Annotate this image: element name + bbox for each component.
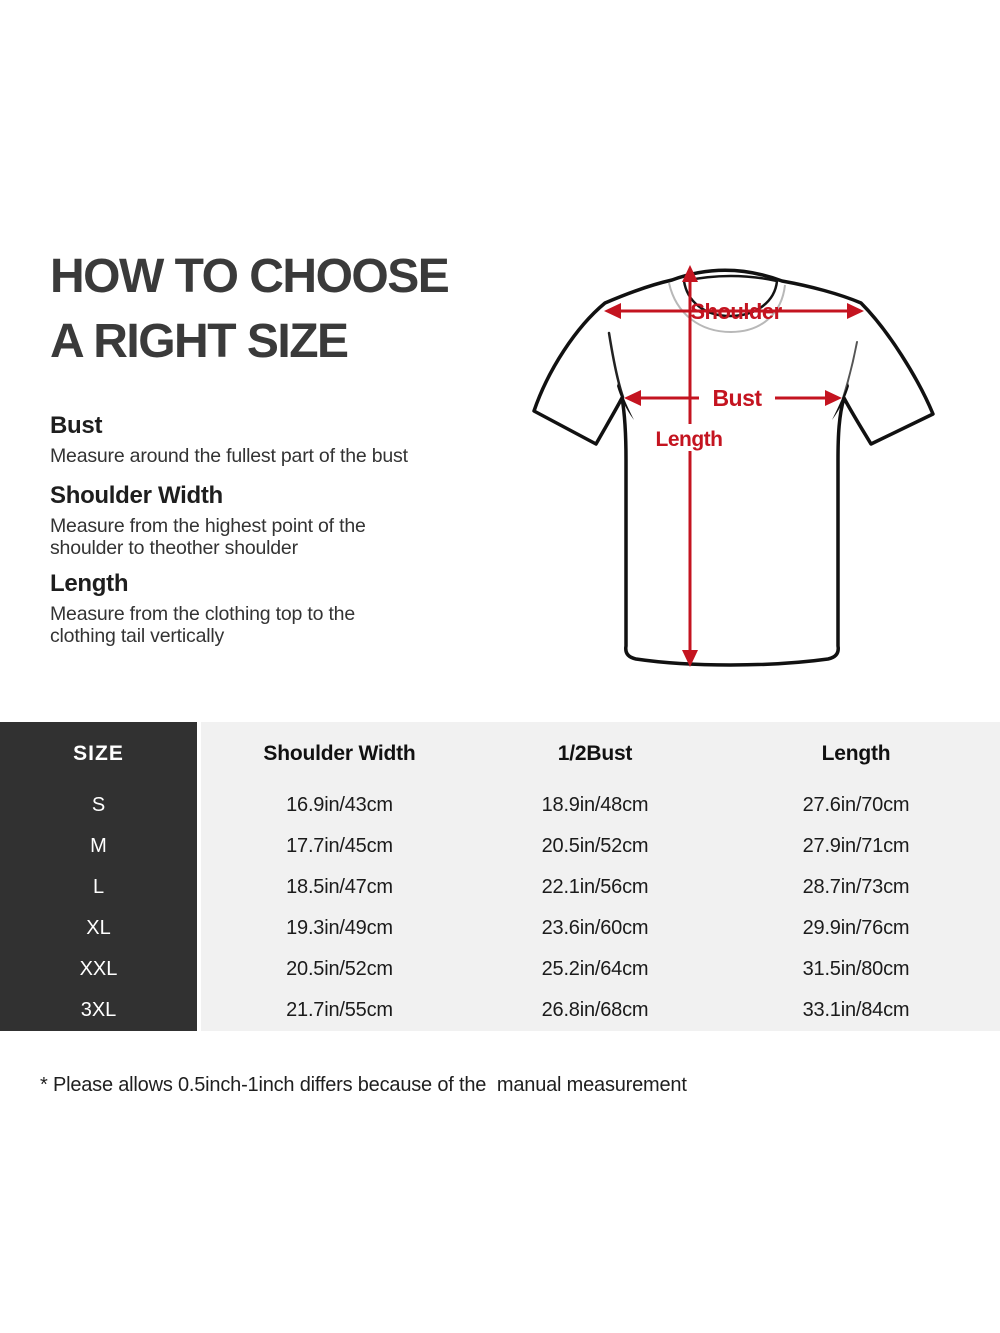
instruction-length-text-line1: Measure from the clothing top to the [50, 603, 355, 625]
length-value: 28.7in/73cm [802, 876, 910, 898]
bust-value: 26.8in/68cm [541, 999, 649, 1021]
shoulder-value: 18.5in/47cm [286, 876, 393, 898]
size-label: M [0, 826, 197, 867]
bust-value: 18.9in/48cm [541, 794, 649, 816]
tshirt-diagram-svg [520, 250, 960, 680]
page-title-line1: HOW TO CHOOSE [50, 250, 449, 303]
instruction-shoulder-text-line2: shoulder to theother shoulder [50, 537, 298, 559]
shoulder-label: Shoulder [690, 299, 782, 324]
length-value: 29.9in/76cm [802, 917, 910, 939]
length-value: 27.6in/70cm [802, 794, 910, 816]
shoulder-value: 20.5in/52cm [286, 958, 393, 980]
bust-label: Bust [712, 385, 762, 411]
table-row-s [0, 785, 1000, 826]
instruction-bust-heading: Bust [50, 412, 103, 439]
size-table [0, 722, 1000, 1031]
header-shoulder-width: Shoulder Width [263, 741, 416, 765]
instruction-bust-text: Measure around the fullest part of the bust [50, 445, 408, 467]
size-table-header-row [0, 722, 1000, 785]
instruction-bust [50, 412, 408, 467]
instruction-length [50, 570, 355, 647]
bust-value: 22.1in/56cm [541, 876, 649, 898]
size-label: 3XL [0, 990, 197, 1031]
size-label: XL [0, 908, 197, 949]
header-length: Length [821, 741, 891, 765]
shoulder-value: 19.3in/49cm [286, 917, 393, 939]
header-size: SIZE [0, 722, 197, 785]
instruction-shoulder-text-line1: Measure from the highest point of the [50, 515, 366, 537]
length-value: 33.1in/84cm [802, 999, 910, 1021]
header-half-bust: 1/2Bust [557, 741, 633, 765]
bust-value: 25.2in/64cm [541, 958, 649, 980]
table-row-3xl [0, 990, 1000, 1031]
bust-value: 20.5in/52cm [541, 835, 649, 857]
tshirt-measurement-diagram [520, 250, 960, 680]
page-title [50, 244, 448, 374]
shoulder-value: 16.9in/43cm [286, 794, 393, 816]
length-value: 27.9in/71cm [802, 835, 910, 857]
length-value: 31.5in/80cm [802, 958, 910, 980]
size-label: S [0, 785, 197, 826]
table-row-xl [0, 908, 1000, 949]
tshirt-outline [534, 270, 933, 665]
length-label: Length [655, 428, 723, 451]
measurement-disclaimer: * Please allows 0.5inch-1inch differs because of the manual measurement [40, 1074, 687, 1096]
table-row-l [0, 867, 1000, 908]
instruction-shoulder-heading: Shoulder Width [50, 482, 223, 509]
page-title-line2: A RIGHT SIZE [50, 315, 348, 368]
instruction-length-heading: Length [50, 570, 129, 597]
size-label: XXL [0, 949, 197, 990]
shoulder-value: 21.7in/55cm [286, 999, 393, 1021]
instruction-shoulder-width [50, 482, 366, 559]
table-row-xxl [0, 949, 1000, 990]
shoulder-value: 17.7in/45cm [286, 835, 393, 857]
instruction-length-text-line2: clothing tail vertically [50, 625, 225, 647]
bust-value: 23.6in/60cm [541, 917, 649, 939]
size-label: L [0, 867, 197, 908]
table-row-m [0, 826, 1000, 867]
